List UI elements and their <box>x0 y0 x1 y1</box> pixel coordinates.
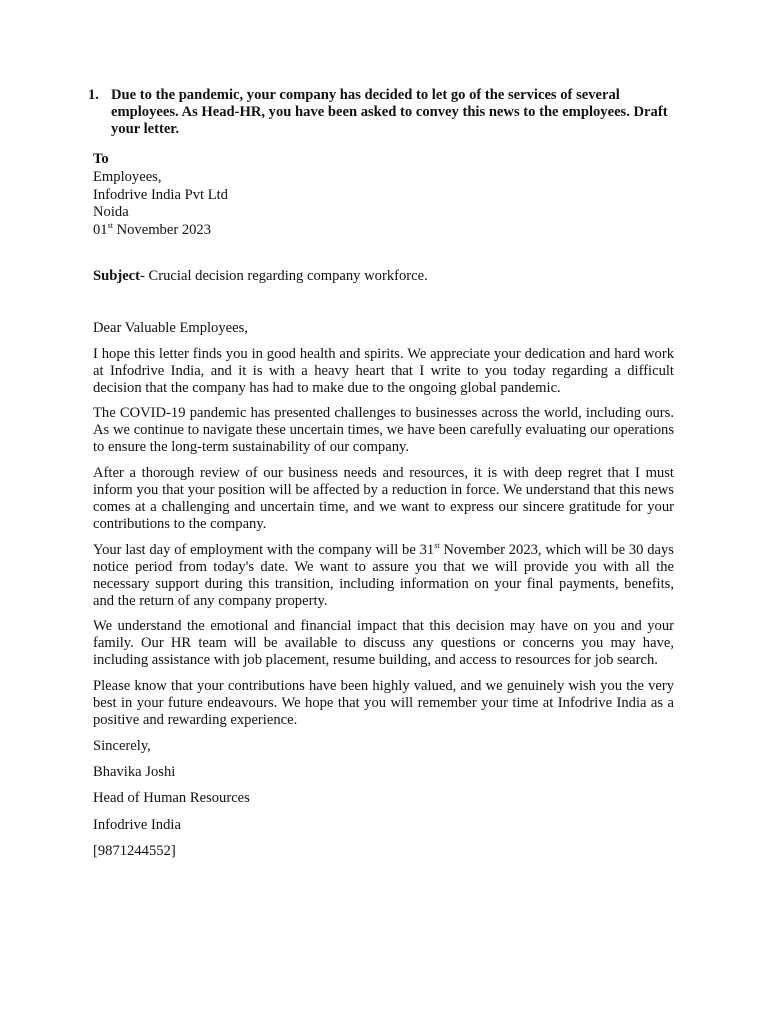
last-day-suffix: st <box>434 541 440 551</box>
question-prompt <box>88 87 668 138</box>
paragraph-reduction: After a thorough review of our business needs and resources, it is with deep regret that I must inform you that your position will be affected by a reduction in force. We understand that this news comes at a challenging and uncertain time, and we want to express our sincere gratitude for your contributions to the company. <box>93 465 674 532</box>
paragraph-last-day <box>93 542 674 610</box>
subject-label: Subject <box>93 268 141 284</box>
last-day-text-start: Your last day of employment with the company will be 31 <box>93 542 435 558</box>
last-day-text-end: November 2023, which will be 30 days notice period from today's date. We want to assure you that we will provide you with all the necessary support during this transition, including information on your final payments, benefits, and the return of any company property. <box>93 542 674 609</box>
question-text: Due to the pandemic, your company has decided to let go of the services of several employees. As Head-HR, you have been asked to convey this news to the employees. Draft your letter. <box>111 87 668 137</box>
salutation: Dear Valuable Employees, <box>93 320 248 336</box>
closing: Sincerely, <box>93 738 151 754</box>
date-month-year: November 2023 <box>112 222 212 239</box>
paragraph-support: We understand the emotional and financial impact that this decision may have on you and your family. Our HR team will be available to discuss any questions or concerns you may have, including assistance with job placement, resume building, and access to resources for job search. <box>93 618 674 668</box>
address-line-city: Noida <box>93 204 129 221</box>
paragraph-gratitude: Please know that your contributions have been highly valued, and we genuinely wish you the very best in your future endeavours. We hope that you will remember your time at Infodrive India as a positive and rewarding experience. <box>93 678 674 728</box>
question-number: 1. <box>88 87 99 103</box>
signer-title: Head of Human Resources <box>93 790 250 806</box>
address-line-recipient: Employees, <box>93 168 162 185</box>
to-label: To <box>93 151 109 167</box>
subject-line <box>93 268 674 285</box>
signer-name: Bhavika Joshi <box>93 764 176 780</box>
date-day: 01 <box>93 222 108 239</box>
signer-phone: [9871244552] <box>93 843 176 859</box>
recipient-address <box>93 151 674 240</box>
paragraph-pandemic: The COVID-19 pandemic has presented challenges to businesses across the world, including ours. As we continue to navigate these uncertain times, we have been carefully evaluating our operations to ensure the long-term sustainability of our company. <box>93 405 674 455</box>
letter-date <box>93 222 674 240</box>
subject-text: - Crucial decision regarding company workforce. <box>140 268 428 284</box>
signer-company: Infodrive India <box>93 817 181 833</box>
address-line-company: Infodrive India Pvt Ltd <box>93 186 228 203</box>
paragraph-intro: I hope this letter finds you in good health and spirits. We appreciate your dedication and hard work at Infodrive India, and it is with a heavy heart that I write to you today regarding a difficult decision that the company has had to make due to the ongoing global pandemic. <box>93 346 674 396</box>
date-suffix: st <box>107 221 113 231</box>
